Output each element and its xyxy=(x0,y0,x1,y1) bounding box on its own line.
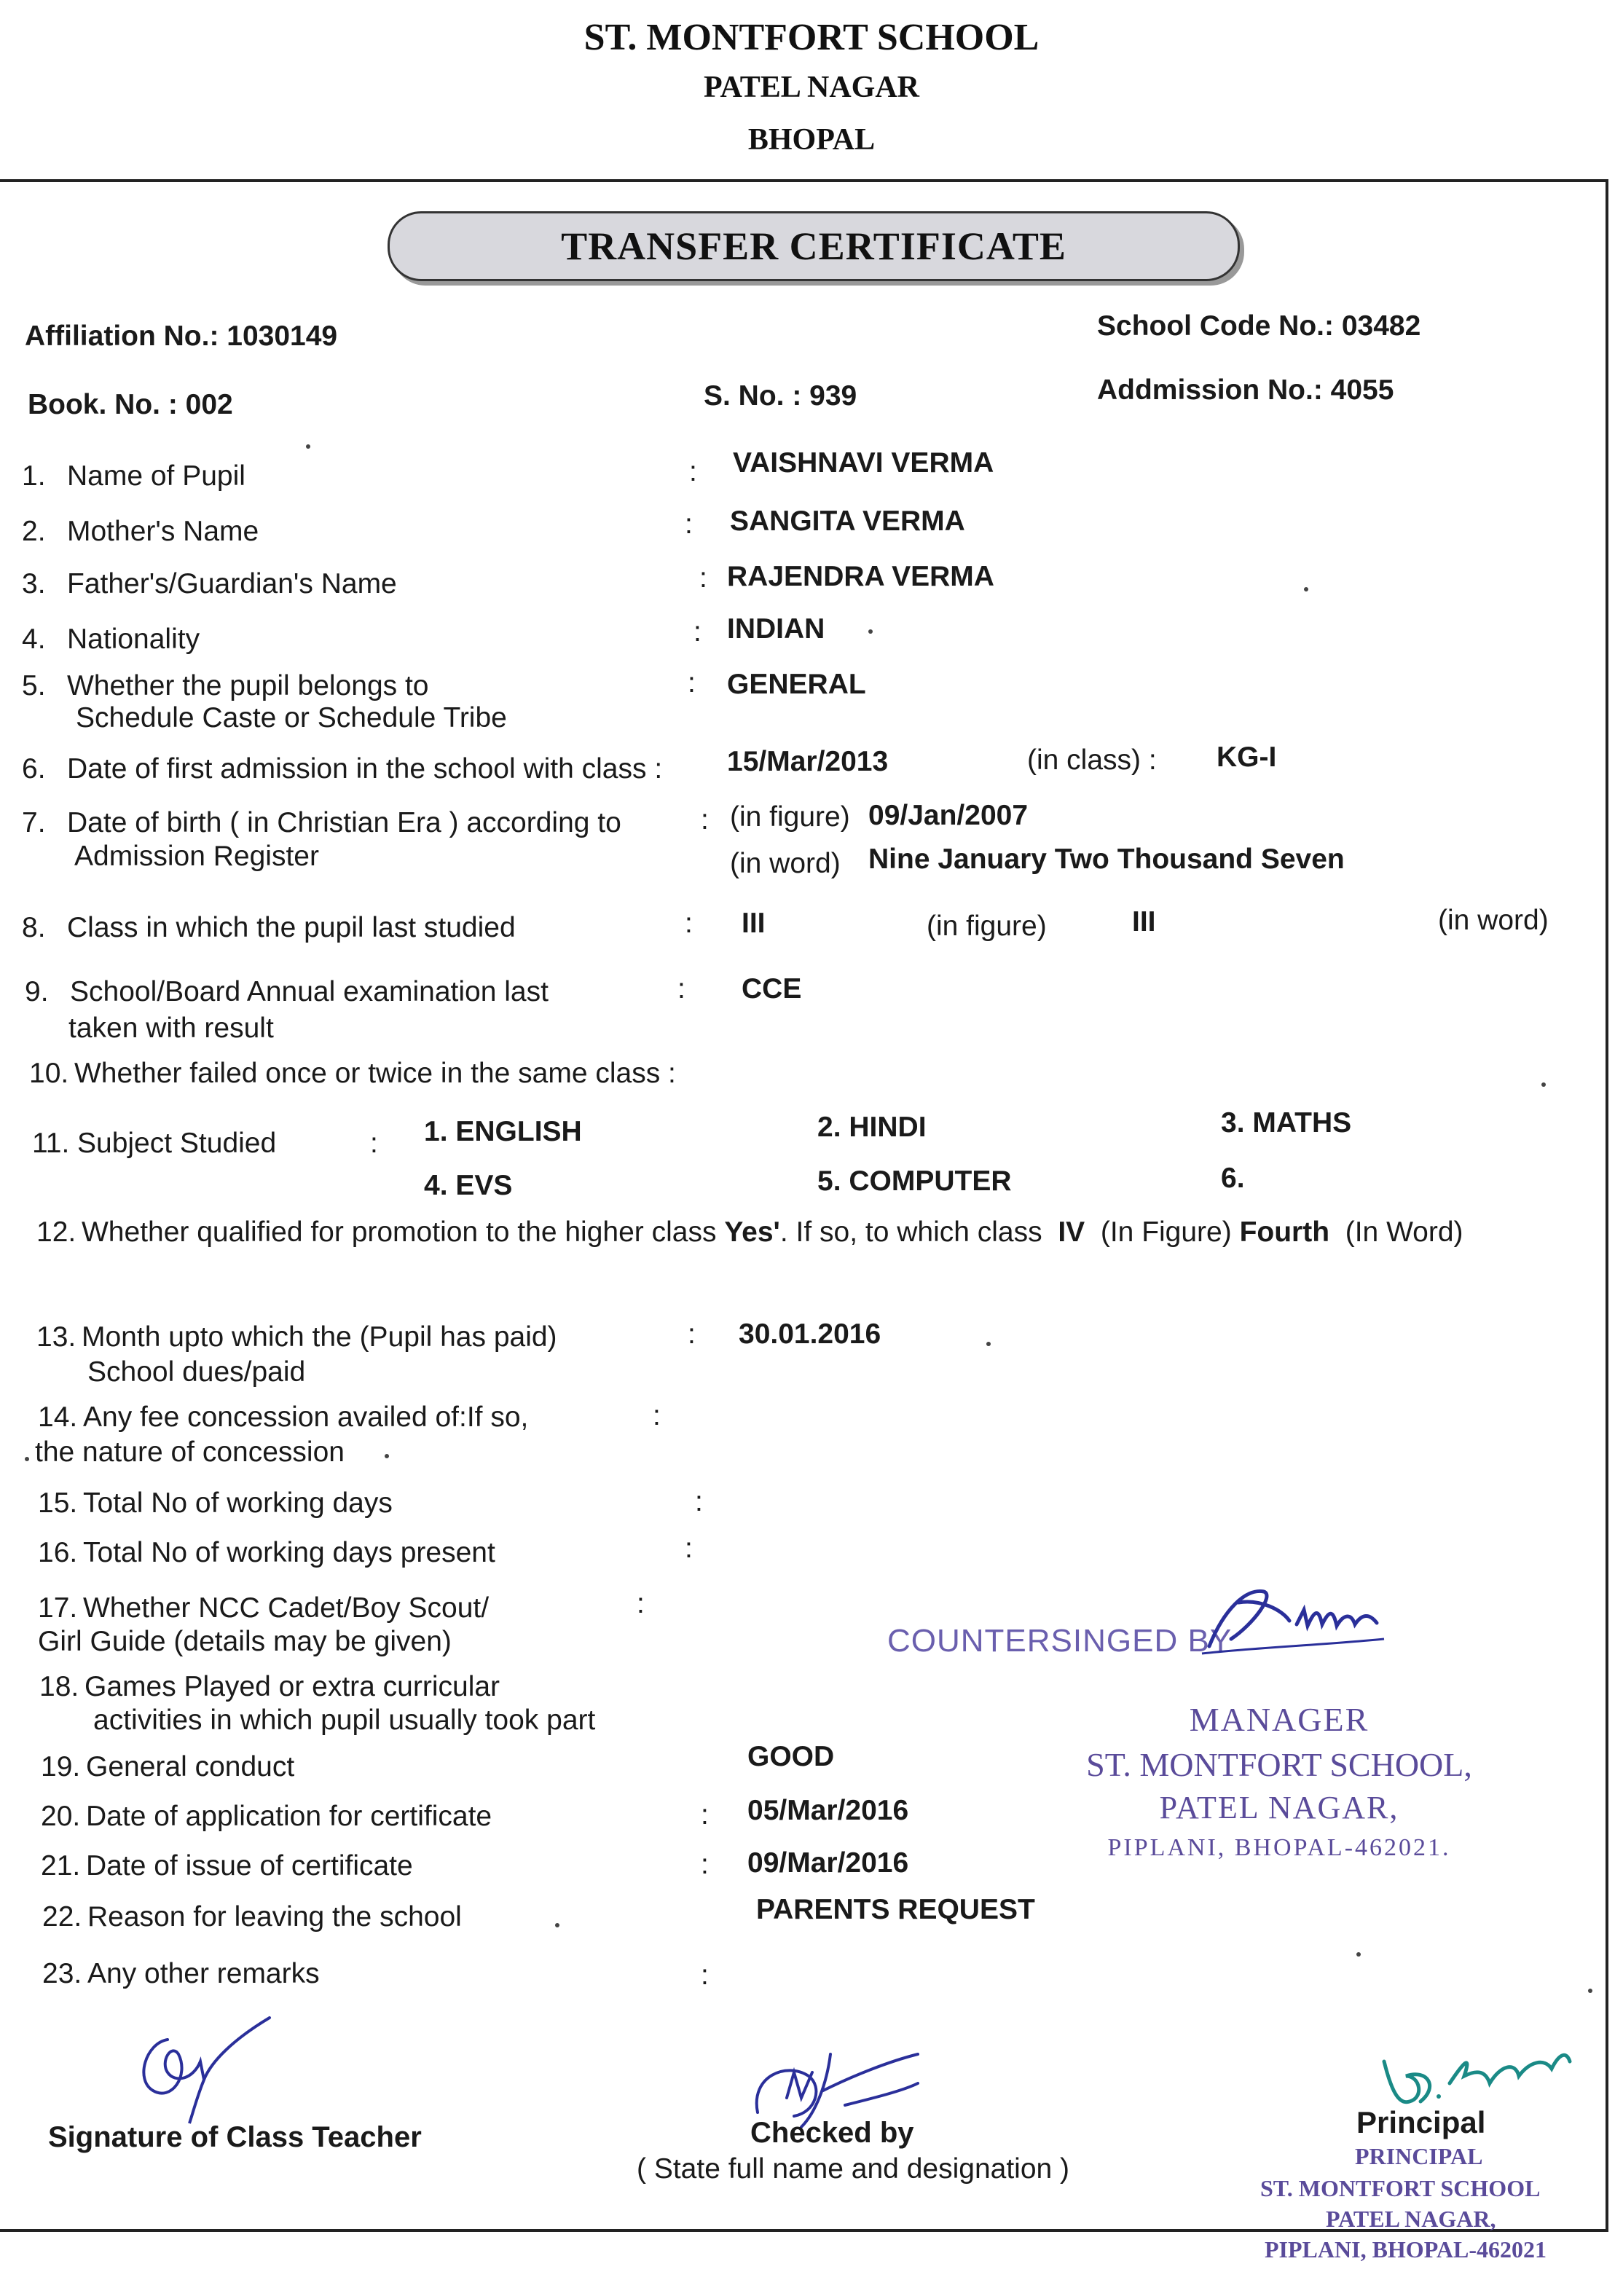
school-name: ST. MONTFORT SCHOOL xyxy=(583,17,1040,58)
field-15-label: 15. Total No of working days xyxy=(38,1487,393,1519)
dob-word-value: Nine January Two Thousand Seven xyxy=(868,844,1345,875)
field-5-label: 5. Whether the pupil belongs to xyxy=(22,670,429,701)
colon: : xyxy=(677,973,685,1004)
serial-number: S. No. : 939 xyxy=(704,380,857,412)
mother-name: SANGITA VERMA xyxy=(730,506,965,537)
school-locality: PATEL NAGAR xyxy=(704,71,919,104)
colon: : xyxy=(685,508,693,540)
book-number: Book. No. : 002 xyxy=(28,389,233,420)
issue-date-value: 09/Mar/2016 xyxy=(747,1847,909,1879)
dues-paid-value: 30.01.2016 xyxy=(739,1318,881,1350)
title-banner xyxy=(388,211,1240,281)
scan-speck xyxy=(1588,1989,1592,1993)
application-date-value: 05/Mar/2016 xyxy=(747,1795,909,1826)
dob-figure-value: 09/Jan/2007 xyxy=(868,800,1029,831)
manager-signature xyxy=(1195,1581,1391,1661)
field-9-label-line2: taken with result xyxy=(68,1013,274,1044)
colon: : xyxy=(688,667,696,699)
scan-speck xyxy=(1356,1952,1361,1957)
field-18-label: 18. Games Played or extra curricular xyxy=(39,1671,500,1702)
manager-stamp-locality: PATEL NAGAR, xyxy=(1159,1790,1399,1825)
last-class-figure: III xyxy=(742,908,766,939)
field-9-label: 9. School/Board Annual examination last xyxy=(25,976,549,1007)
principal-stamp-title: PRINCIPAL xyxy=(1355,2143,1483,2169)
promotion-class-word: Fourth xyxy=(1239,1216,1330,1248)
field-17-label-line2: Girl Guide (details may be given) xyxy=(38,1626,452,1657)
scan-speck xyxy=(385,1454,389,1458)
field-6-label: 6. Date of first admission in the school with class : xyxy=(22,753,663,785)
field-17-label: 17. Whether NCC Cadet/Boy Scout/ xyxy=(38,1592,490,1624)
field-13-label-line2: School dues/paid xyxy=(87,1356,306,1388)
field-16-label: 16. Total No of working days present xyxy=(38,1537,495,1568)
colon: : xyxy=(653,1400,661,1431)
field-20-label: 20. Date of application for certificate xyxy=(41,1801,492,1832)
caste-category-value: GENERAL xyxy=(727,669,866,700)
checked-by-note: ( State full name and designation ) xyxy=(637,2153,1070,2185)
manager-stamp-title: MANAGER xyxy=(1189,1701,1369,1738)
subject-5: 5. COMPUTER xyxy=(817,1165,1012,1197)
principal-stamp-locality: PATEL NAGAR, xyxy=(1326,2206,1496,2232)
colon: : xyxy=(693,616,702,648)
field-14-label: 14. Any fee concession availed of:If so, xyxy=(38,1401,529,1433)
father-name: RAJENDRA VERMA xyxy=(727,561,994,592)
colon: : xyxy=(699,562,707,594)
field-5-label-line2: Schedule Caste or Schedule Tribe xyxy=(76,702,507,734)
colon: : xyxy=(689,456,697,487)
field-12-label: 12. Whether qualified for promotion to the higher class Yes'. If so, to which class IV (In Figure) Fourth (In Word) xyxy=(36,1216,1463,1248)
promotion-class-figure: IV xyxy=(1058,1216,1085,1248)
principal-label: Principal xyxy=(1356,2105,1486,2139)
principal-stamp-address: PIPLANI, BHOPAL-462021 xyxy=(1265,2236,1547,2262)
field-3-label: 3. Father's/Guardian's Name xyxy=(22,568,397,599)
field-23-label: 23. Any other remarks xyxy=(42,1958,320,1989)
colon: : xyxy=(701,804,709,836)
last-class-in-figure-label: (in figure) xyxy=(927,911,1047,942)
last-class-word: III xyxy=(1132,906,1156,937)
general-conduct-value: GOOD xyxy=(747,1741,835,1772)
colon: : xyxy=(688,1318,696,1350)
colon: : xyxy=(701,1959,709,1991)
field-8-label: 8. Class in which the pupil last studied xyxy=(22,912,516,943)
subject-4: 4. EVS xyxy=(424,1170,513,1201)
field-2-label: 2. Mother's Name xyxy=(22,516,259,547)
school-city: BHOPAL xyxy=(747,123,876,157)
colon: : xyxy=(370,1128,378,1159)
scan-speck xyxy=(1304,587,1308,591)
class-teacher-label: Signature of Class Teacher xyxy=(48,2121,422,2153)
pupil-name: VAISHNAVI VERMA xyxy=(733,447,994,479)
dob-in-word-label: (in word) xyxy=(730,848,841,879)
manager-stamp-school: ST. MONTFORT SCHOOL, xyxy=(1086,1746,1472,1783)
field-14-label-line2: the nature of concession xyxy=(35,1436,345,1468)
principal-stamp-school: ST. MONTFORT SCHOOL xyxy=(1260,2175,1541,2201)
colon: : xyxy=(701,1799,709,1831)
scan-speck xyxy=(868,629,873,634)
colon: : xyxy=(637,1588,645,1619)
affiliation-number: Affiliation No.: 1030149 xyxy=(25,321,338,352)
colon: : xyxy=(685,1533,693,1564)
scan-speck xyxy=(1541,1082,1546,1087)
admission-number: Addmission No.: 4055 xyxy=(1097,374,1394,406)
last-class-in-word-label: (in word) xyxy=(1438,905,1549,936)
field-10-label: 10. Whether failed once or twice in the same class : xyxy=(29,1058,676,1089)
colon: : xyxy=(695,1486,703,1517)
field-11-label: 11. Subject Studied xyxy=(32,1128,277,1159)
colon: : xyxy=(685,908,693,939)
field-19-label: 19. General conduct xyxy=(41,1751,295,1782)
scan-speck xyxy=(986,1342,991,1346)
leaving-reason-value: PARENTS REQUEST xyxy=(756,1894,1035,1925)
colon: : xyxy=(701,1849,709,1880)
scan-speck xyxy=(306,444,310,449)
countersigned-stamp: COUNTERSINGED BY xyxy=(887,1623,1233,1659)
scan-speck xyxy=(555,1923,559,1927)
scan-speck xyxy=(25,1457,29,1461)
class-teacher-signature xyxy=(124,2010,284,2127)
promotion-yes: Yes' xyxy=(724,1216,780,1248)
first-admission-date: 15/Mar/2013 xyxy=(727,746,889,777)
subject-1: 1. ENGLISH xyxy=(424,1116,582,1147)
field-13-label: 13. Month upto which the (Pupil has paid) xyxy=(36,1321,557,1353)
nationality-value: INDIAN xyxy=(727,613,825,645)
subject-6: 6. xyxy=(1221,1163,1245,1194)
first-admission-class: KG-I xyxy=(1217,742,1277,773)
dob-in-figure-label: (in figure) xyxy=(730,801,850,833)
field-21-label: 21. Date of issue of certificate xyxy=(41,1850,413,1882)
in-class-label: (in class) : xyxy=(1027,744,1157,776)
checked-by-label: Checked by xyxy=(750,2117,914,2149)
certificate-title: TRANSFER CERTIFICATE xyxy=(561,224,1066,268)
subject-3: 3. MATHS xyxy=(1221,1107,1352,1139)
field-1-label: 1. Name of Pupil xyxy=(22,460,245,492)
exam-result-value: CCE xyxy=(742,973,802,1004)
field-18-label-line2: activities in which pupil usually took part xyxy=(93,1705,596,1736)
principal-signature xyxy=(1369,2032,1573,2112)
manager-stamp-address: PIPLANI, BHOPAL-462021. xyxy=(1107,1834,1451,1861)
field-7-label-line2: Admission Register xyxy=(74,841,319,872)
school-code: School Code No.: 03482 xyxy=(1097,310,1421,342)
field-4-label: 4. Nationality xyxy=(22,624,200,655)
field-7-label: 7. Date of birth ( in Christian Era ) according to xyxy=(22,807,621,838)
subject-2: 2. HINDI xyxy=(817,1112,927,1143)
field-22-label: 22. Reason for leaving the school xyxy=(42,1901,462,1933)
